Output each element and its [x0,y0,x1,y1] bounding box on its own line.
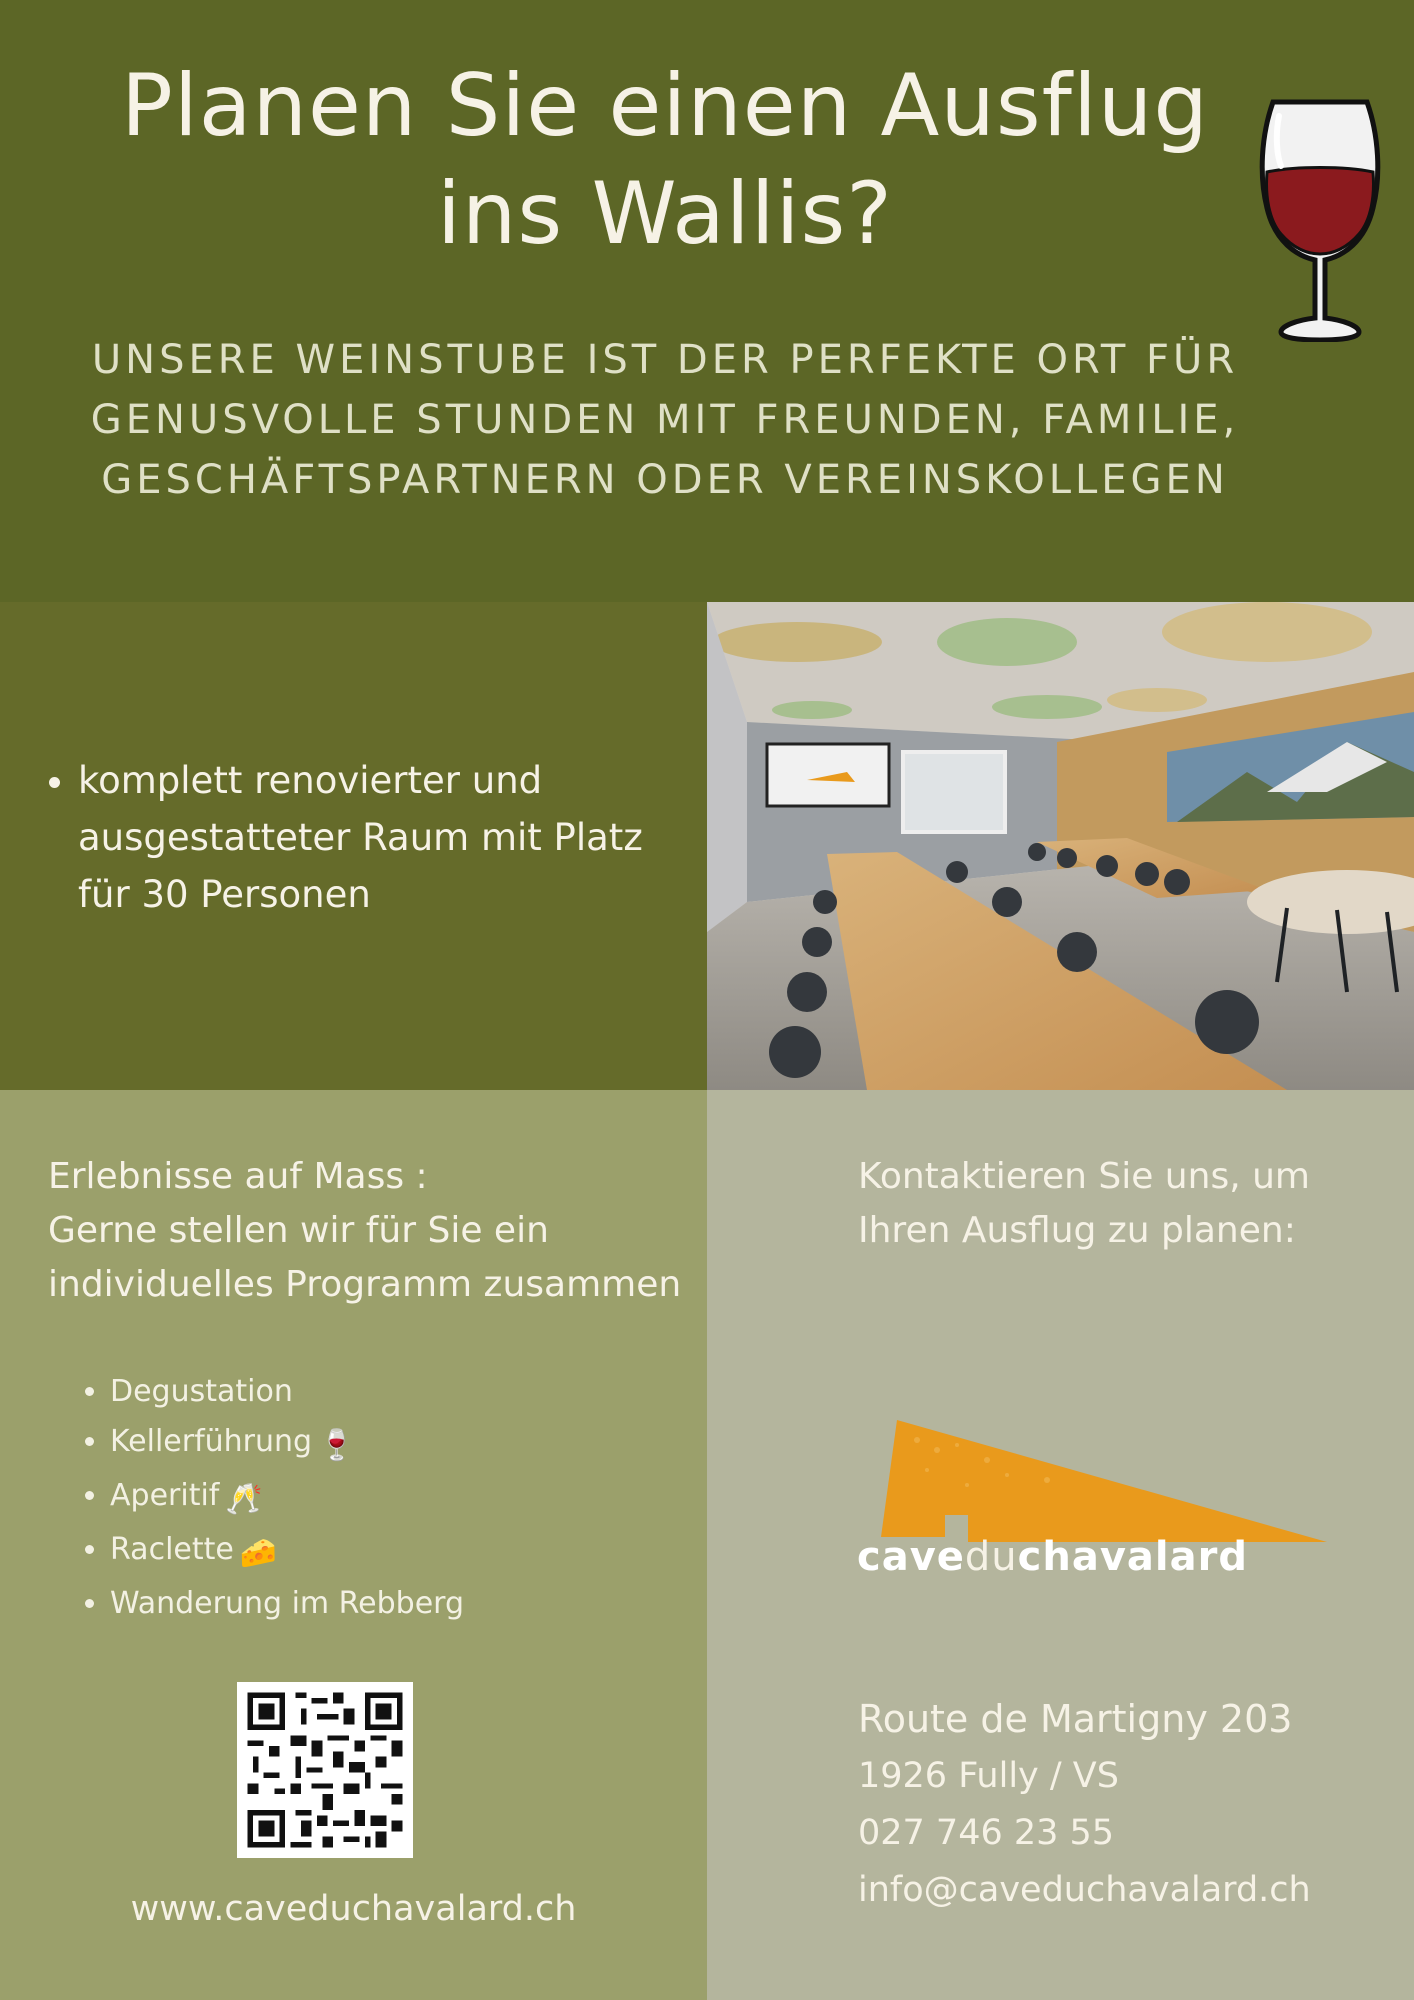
logo-wordmark [857,1533,1248,1581]
cheese-icon: 🧀 [239,1536,278,1571]
list-item-label: Kellerführung [110,1424,313,1459]
list-item-label: Aperitif [110,1478,220,1513]
list-item [110,1367,464,1417]
contact-section [707,1090,1414,2000]
list-item-label: Raclette [110,1532,234,1567]
logo-part-du: du [964,1534,1018,1580]
list-item [110,1471,464,1525]
hero-section [0,0,1414,602]
city: 1926 Fully / VS [858,1756,1119,1796]
experiences-list [70,1367,464,1629]
page-title: Planen Sie einen Ausflug ins Wallis? [121,56,1209,264]
phone-number[interactable]: 027 746 23 55 [858,1813,1115,1853]
experiences-heading-block [48,1150,688,1312]
contact-heading: Kontaktieren Sie uns, um Ihren Ausflug zu planen: [858,1156,1310,1251]
qr-code[interactable] [237,1682,413,1858]
logo-part-cave: cave [857,1534,965,1580]
list-item-label: Degustation [110,1374,293,1409]
experiences-heading: Erlebnisse auf Mass : [48,1156,428,1197]
wine-glass-emoji-icon: 🍷 [318,1428,356,1463]
hero-subtitle: UNSERE WEINSTUBE IST DER PERFEKTE ORT FÜR GENUSVOLLE STUNDEN MIT FREUNDEN, FAMILIE, GESCHÄFTSPARTNERN ODER VEREINSKOLLEGEN [90,337,1240,503]
list-item [110,1579,464,1629]
feature-list [38,752,698,923]
feature-item: • komplett renovierter und ausgestatteter Raum mit Platz für 30 Personen [78,752,698,923]
email-address[interactable]: info@caveduchavalard.ch [858,1870,1311,1910]
champagne-glasses-icon: 🥂 [225,1482,263,1517]
logo-part-chavalard: chavalard [1017,1534,1248,1580]
address-block [858,1690,1398,1919]
experiences-intro: Gerne stellen wir für Sie ein individuelles Programm zusammen [48,1210,682,1305]
feature-section [0,602,707,1090]
street-address: Route de Martigny 203 [858,1697,1293,1741]
wine-glass-icon [1255,96,1385,342]
room-photo [707,602,1414,1090]
list-item [110,1525,464,1579]
website-link[interactable]: www.caveduchavalard.ch [130,1889,577,1929]
list-item-label: Wanderung im Rebberg [110,1586,465,1621]
list-item [110,1417,464,1471]
experiences-section [0,1090,707,2000]
